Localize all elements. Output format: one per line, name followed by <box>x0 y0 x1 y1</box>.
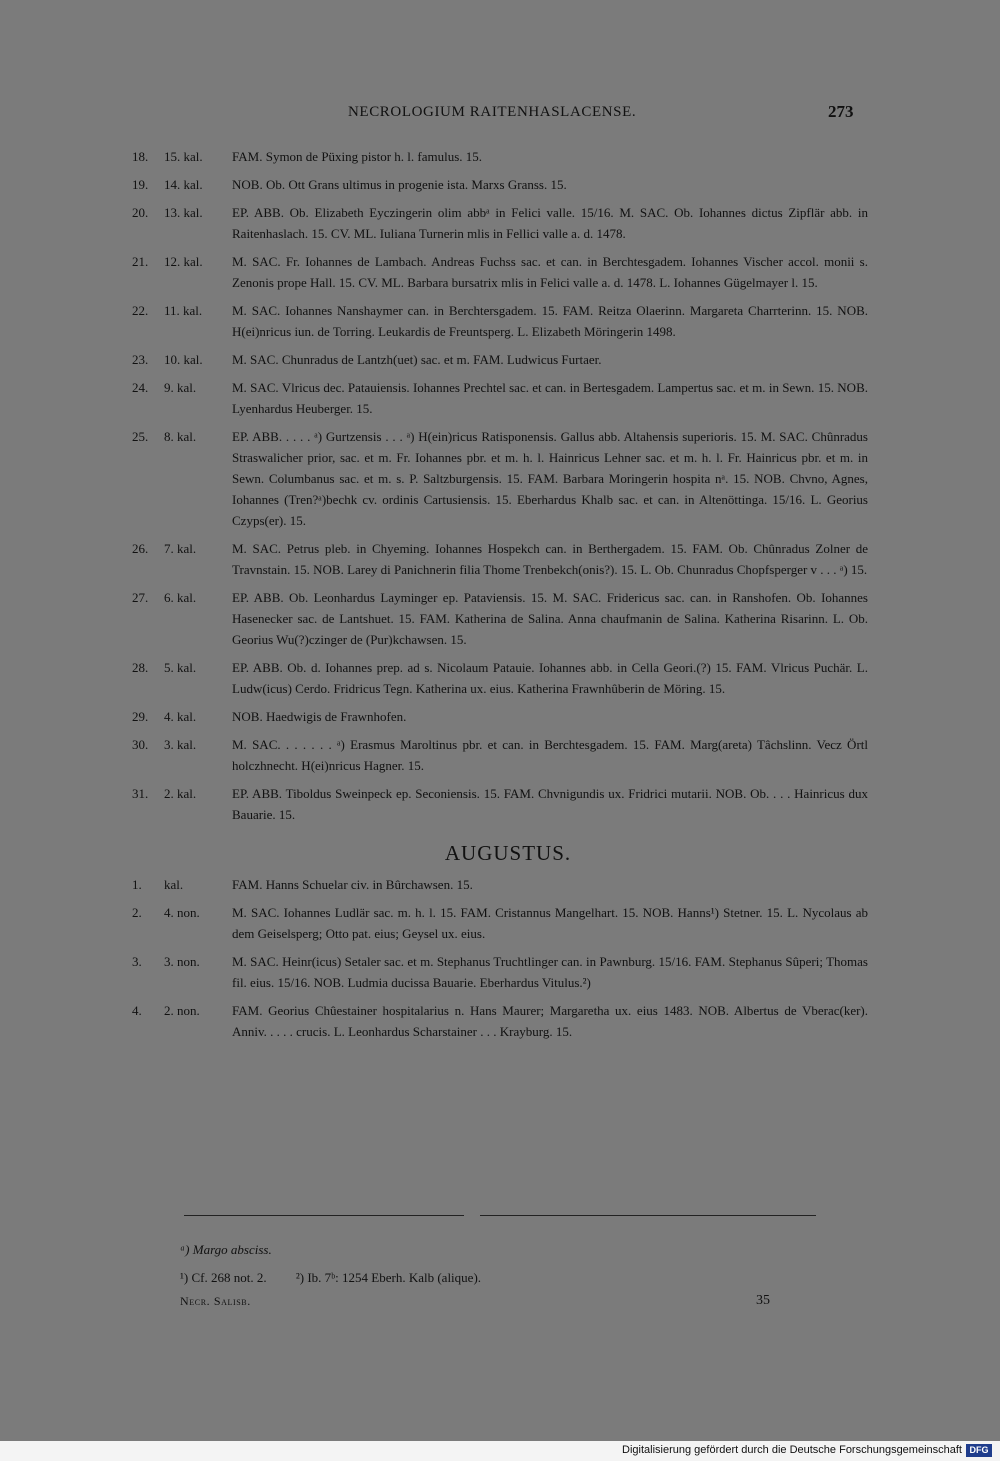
entry-date: 2. non. <box>164 1003 200 1018</box>
entry-day: 19. <box>132 177 149 192</box>
august-entry-3 <box>132 951 868 993</box>
credit-text: Digitalisierung gefördert durch die Deutsche Forschungsgemeinschaft <box>622 1444 962 1456</box>
entry-30 <box>132 734 868 776</box>
entry-date: 4. non. <box>164 905 200 920</box>
entry-text: M. SAC. Heinr(icus) Setaler sac. et m. Stephanus Truchtlinger can. in Pawnburg. 15/16. FAM. Stephanus Sûperi; Thomas fil. eius. 15/16. NOB. Ludmia ducissa Bauarie. Eberhardus Vitulus.²) <box>232 954 868 990</box>
footnote-separator <box>184 1213 816 1219</box>
entry-text: EP. ABB. Ob. Elizabeth Eyczingerin olim abbᵃ in Felici valle. 15/16. M. SAC. Ob. Iohannes dictus Zipflär abb. in Raitenhaslach. 15. CV. ML. Iuliana Turnerin mlis in Fellici valle a. d. 1478. <box>232 205 868 241</box>
entry-day: 31. <box>132 786 149 801</box>
entry-date: 8. kal. <box>164 429 197 444</box>
footnote-margin: ᵃ) Margo absciss. <box>180 1242 272 1257</box>
footnote-2: ²) Ib. 7ᵇ: 1254 Eberh. Kalb (alique). <box>295 1270 482 1285</box>
august-entry-2 <box>132 902 868 944</box>
footnote-references <box>180 1270 507 1286</box>
entry-text: M. SAC. Chunradus de Lantzh(uet) sac. et m. FAM. Ludwicus Furtaer. <box>232 352 602 367</box>
entry-day: 1. <box>132 877 142 892</box>
entry-text: NOB. Haedwigis de Frawnhofen. <box>232 709 407 724</box>
entry-text: FAM. Symon de Püxing pistor h. l. famulus. 15. <box>232 149 483 164</box>
entry-day: 22. <box>132 303 149 318</box>
entry-date: 7. kal. <box>164 541 197 556</box>
entry-27 <box>132 587 868 650</box>
entry-date: 11. kal. <box>164 303 203 318</box>
entry-date: 13. kal. <box>164 205 203 220</box>
entry-date: 2. kal. <box>164 786 197 801</box>
august-entry-4 <box>132 1000 868 1042</box>
signature-mark: Necr. Salisb. <box>180 1294 251 1308</box>
signature-number: 35 <box>756 1293 770 1308</box>
entry-22 <box>132 300 868 342</box>
entry-text: EP. ABB. Ob. Leonhardus Layminger ep. Pataviensis. 15. M. SAC. Fridericus sac. can. in Ranshofen. Ob. Iohannes Hasenecker sac. de Lantshuet. 15. FAM. Katherina de Salina. Anna chaufmanin de Salina. Katherina Risarinn. L. Ob. Georius Wu(?)czinger de (Pur)kchawsen. 15. <box>232 590 868 647</box>
entry-date: 5. kal. <box>164 660 197 675</box>
entry-date: 3. non. <box>164 954 200 969</box>
entry-day: 20. <box>132 205 149 220</box>
running-head <box>0 102 1000 126</box>
entry-day: 28. <box>132 660 149 675</box>
month-heading: AUGUSTUS. <box>444 841 572 865</box>
entry-text: M. SAC. Petrus pleb. in Chyeming. Iohannes Hospekch can. in Berthergadem. 15. FAM. Ob. Chûnradus Zolner de Travnstain. 15. NOB. Larey di Panichnerin filia Thome Trenbekch(onis?). 15. L. Ob. Chunradus Chopfsperger v . . . ᵃ) 15. <box>232 541 868 577</box>
entry-20 <box>132 202 868 244</box>
entry-23 <box>132 349 868 370</box>
entry-text: EP. ABB. Ob. d. Iohannes prep. ad s. Nicolaum Patauie. Iohannes abb. in Cella Geori.(?) 15. FAM. Vlricus Puchär. L. Ludw(icus) Cerdo. Fridricus Tegn. Katherina ux. eius. Katherina Frawnhûberin de Möring. 15. <box>232 660 868 696</box>
page-number: 273 <box>828 102 854 121</box>
entry-25 <box>132 426 868 531</box>
entry-day: 26. <box>132 541 149 556</box>
entry-day: 25. <box>132 429 149 444</box>
entry-24 <box>132 377 868 419</box>
entry-text: EP. ABB. Tiboldus Sweinpeck ep. Seconiensis. 15. FAM. Chvnigundis ux. Fridrici mutarii. NOB. Ob. . . . Hainricus dux Bauarie. 15. <box>232 786 868 822</box>
necrology-entries <box>132 146 868 1049</box>
entry-day: 3. <box>132 954 142 969</box>
separator-rule <box>184 1215 464 1216</box>
entry-date: 14. kal. <box>164 177 203 192</box>
entry-day: 18. <box>132 149 149 164</box>
dfg-logo: DFG <box>966 1444 992 1457</box>
running-title: NECROLOGIUM RAITENHASLACENSE. <box>348 104 637 120</box>
entry-date: 15. kal. <box>164 149 203 164</box>
entry-date: 9. kal. <box>164 380 197 395</box>
entry-text: EP. ABB. . . . . ᵃ) Gurtzensis . . . ᵃ) H(ein)ricus Ratisponensis. Gallus abb. Altahensis superioris. 15. M. SAC. Chûnradus Straswalicher prior, sac. et m. Fr. Iohannes pbr. et m. h. l. Hainricus Lehner sac. et m. h. l. Fr. Hainricus pbr. et m. in Sewn. Columbanus sac. et m. s. P. Saltzburgensis. 15. FAM. Barbara Moringerin hospita nᵃ. 15. NOB. Chvno, Agnes, Iohannes (Tren?ᵃ)bechk cv. ordinis Cartusiensis. 15. Eberhardus Khalb sac. et can. in Altenöttinga. 15/16. L. Georius Czyps(er). 15. <box>232 429 868 528</box>
entry-day: 23. <box>132 352 149 367</box>
entry-text: M. SAC. Vlricus dec. Patauiensis. Iohannes Prechtel sac. et can. in Bertesgadem. Lampertus sac. et m. in Sewn. 15. NOB. Lyenhardus Heuberger. 15. <box>232 380 868 416</box>
entry-day: 24. <box>132 380 149 395</box>
entry-28 <box>132 657 868 699</box>
entry-text: M. SAC. Iohannes Ludlär sac. m. h. l. 15. FAM. Cristannus Mangelhart. 15. NOB. Hanns¹) Stetner. 15. L. Nycolaus ab dem Geiselsperg; Otto pat. eius; Geysel ux. eius. <box>232 905 868 941</box>
entry-day: 30. <box>132 737 149 752</box>
entry-date: 4. kal. <box>164 709 197 724</box>
entry-text: FAM. Hanns Schuelar civ. in Bûrchawsen. 15. <box>232 877 473 892</box>
entry-text: M. SAC. Iohannes Nanshaymer can. in Berchtersgadem. 15. FAM. Reitza Olaerinn. Margareta Charrterinn. 15. NOB. H(ei)nricus iun. de Torring. Leukardis de Freuntsperg. L. Elizabeth Möringerin 1498. <box>232 303 868 339</box>
entry-date: 6. kal. <box>164 590 197 605</box>
entry-31 <box>132 783 868 825</box>
credit-bar <box>0 1441 1000 1461</box>
footnote-1: ¹) Cf. 268 not. 2. <box>180 1270 267 1285</box>
entry-day: 4. <box>132 1003 142 1018</box>
entry-day: 2. <box>132 905 142 920</box>
entry-date: 3. kal. <box>164 737 197 752</box>
entry-date: 12. kal. <box>164 254 203 269</box>
entry-text: M. SAC. Fr. Iohannes de Lambach. Andreas Fuchss sac. et can. in Berchtesgadem. Iohannes Vischer accol. monii s. Zenonis prope Hall. 15. CV. ML. Barbara bursatrix mlis in Felici valle a. d. 1478. L. Iohannes Gügelmayer l. 15. <box>232 254 868 290</box>
entry-26 <box>132 538 868 580</box>
entry-date: 10. kal. <box>164 352 203 367</box>
entry-19 <box>132 174 868 195</box>
entry-text: M. SAC. . . . . . . ᵃ) Erasmus Maroltinus pbr. et can. in Berchtesgadem. 15. FAM. Marg(areta) Tâchslinn. Vecz Örtl holczhnecht. H(ei)nricus Hagner. 15. <box>232 737 868 773</box>
entry-29 <box>132 706 868 727</box>
entry-18 <box>132 146 868 167</box>
entry-text: FAM. Georius Chûestainer hospitalarius n. Hans Maurer; Margaretha ux. eius 1483. NOB. Albertus de Vberac(ker). Anniv. . . . . crucis. L. Leonhardus Scharstainer . . . Krayburg. 15. <box>232 1003 868 1039</box>
august-entry-1 <box>132 874 868 895</box>
entry-date: kal. <box>164 877 184 892</box>
entry-day: 21. <box>132 254 149 269</box>
entry-text: NOB. Ob. Ott Grans ultimus in progenie ista. Marxs Granss. 15. <box>232 177 567 192</box>
separator-rule <box>480 1215 816 1216</box>
entry-day: 27. <box>132 590 149 605</box>
entry-day: 29. <box>132 709 149 724</box>
entry-21 <box>132 251 868 293</box>
